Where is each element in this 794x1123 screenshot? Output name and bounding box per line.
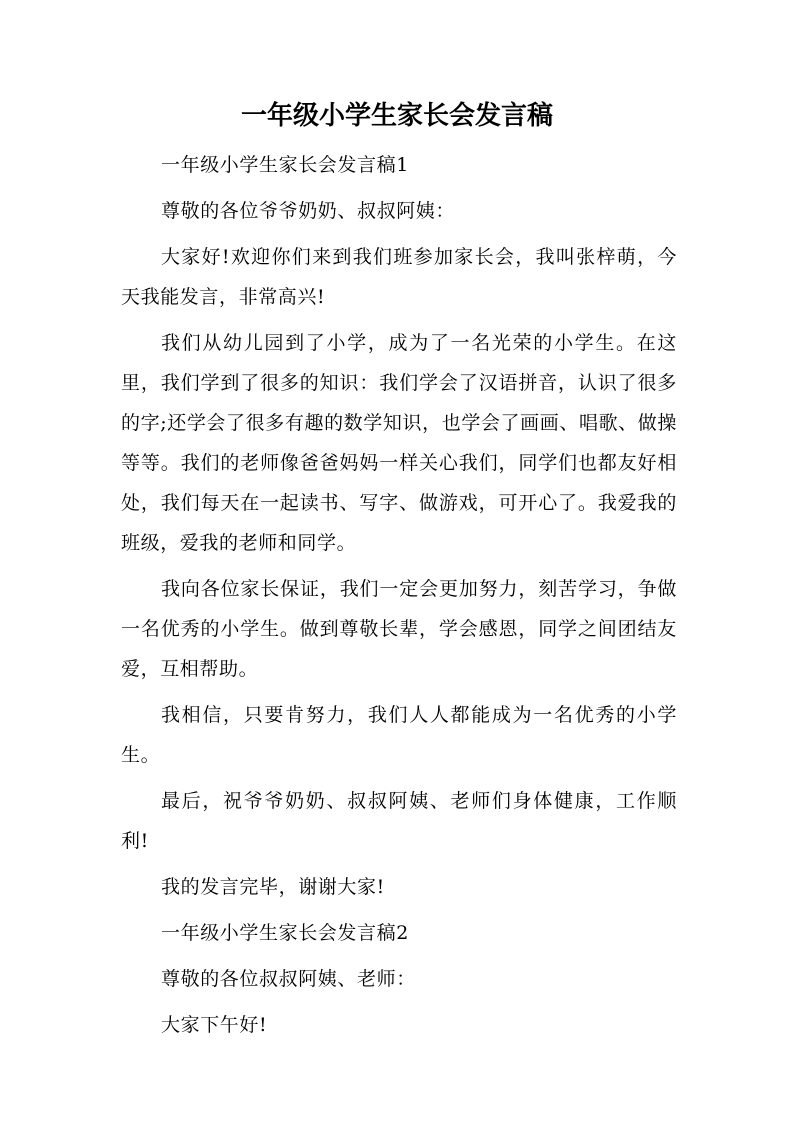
paragraph-wishes: 最后，祝爷爷奶奶、叔叔阿姨、老师们身体健康，工作顺利!: [121, 790, 677, 852]
paragraph-school-life: 我们从幼儿园到了小学，成为了一名光荣的小学生。在这里，我们学到了很多的知识：我们学会了汉语拼音，认识了很多的字;还学会了很多有趣的数学知识，也学会了画画、唱歌、做操等等。我们的老师像爸爸妈妈一样关心我们，同学们也都友好相处，我们每天在一起读书、写字、做游戏，可开心了。我爱我的班级，爱我的老师和同学。: [121, 332, 677, 554]
paragraph-promise: 我向各位家长保证，我们一定会更加努力，刻苦学习，争做一名优秀的小学生。做到尊敬长辈，学会感恩，同学之间团结友爱，互相帮助。: [121, 578, 677, 680]
paragraph-greeting: 大家好!欢迎你们来到我们班参加家长会，我叫张梓萌，今天我能发言，非常高兴!: [121, 246, 677, 308]
salutation-1: 尊敬的各位爷爷奶奶、叔叔阿姨：: [161, 200, 456, 222]
document-title: 一年级小学生家长会发言稿: [240, 101, 553, 131]
salutation-2: 尊敬的各位叔叔阿姨、老师：: [161, 968, 416, 990]
paragraph-closing: 我的发言完毕，谢谢大家!: [161, 876, 385, 898]
document-body: [121, 145, 677, 1045]
greeting-2: 大家下午好!: [161, 1014, 268, 1036]
section-heading-2: 一年级小学生家长会发言稿2: [161, 922, 409, 944]
paragraph-belief: 我相信，只要肯努力，我们人人都能成为一名优秀的小学生。: [121, 704, 677, 766]
section-heading-1: 一年级小学生家长会发言稿1: [161, 154, 409, 176]
